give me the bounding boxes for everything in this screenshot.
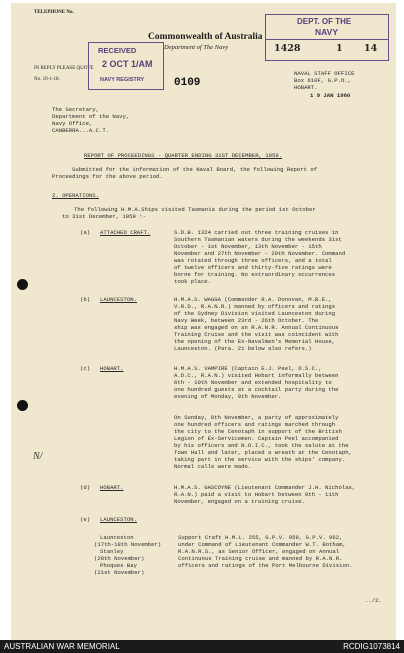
item-text-line: R.A.N.) paid a visit to Hobart between 9th - 11th [174,491,339,498]
item-label: ATTACHED CRAFT. [100,229,151,236]
item-label: HOBART. [100,484,124,491]
section-intro-line: to 31st December, 1959 :- [62,213,146,220]
item-text-line: Continuous Training cruise and manned by R.A.N.R. [178,555,343,562]
telephone-label: TELEPHONE No. [34,10,74,15]
item-text-line: November, engaged on a training cruise. [174,498,305,505]
item-text-line: Training Cruise and the visit was coincident with [174,331,339,338]
item-text-line: Navy Week, between 23rd - 26th October. The [174,317,319,324]
sub-place-line: (21st November) [94,569,145,576]
org-name: Commonwealth of Australia [148,32,263,42]
item-text-line: Town Hall and later, placed a wreath at the Cenotaph, [174,449,352,456]
item-text-line: On Sunday, 8th November, a party of approximately [174,414,339,421]
item-text-line: took place. [174,278,211,285]
item-text-line: by his officers and N.O.I.C., took the salute at the [174,442,349,449]
item-letter: (e) [80,516,91,523]
item-text-line: H.M.A.S. GASCOYNE (Lieutenant Commander J.H. Nicholas, [174,484,356,491]
item-text-line: taking part in the service with the ships' company. [174,456,346,463]
item-letter: (a) [80,229,91,236]
item-text-line: of the Sydney Division visited Launceston during [174,310,336,317]
item-text-line: V.R.D., R.A.N.R.) manned by officers and ratings [174,303,336,310]
item-label: LAUNCESTON. [100,516,137,523]
punch-hole [17,400,28,411]
dept-navy-stamp [265,14,389,61]
section-heading: 2. OPERATIONS. [52,192,99,199]
dept-name: Department of The Navy [164,44,229,51]
item-text-line: R.A.N.R.S., as Senior Officer, engaged on Annual [178,548,340,555]
sub-place-line: Launceston [100,534,134,541]
sender-box: Box 610F, G.P.O., [294,77,352,84]
item-text-line: evening of Monday, 9th November. [174,393,282,400]
margin-note: N/ [33,451,43,462]
sub-place-line: (20th November) [94,555,145,562]
item-text-line: Southern Tasmanian waters during the weekends 31st [174,236,342,243]
addressee-line: CANBERRA...A.C.T. [52,127,110,134]
item-text-line: October - 1st November, 13th November - 15th [174,243,322,250]
item-text-line: officers and ratings of the Port Melbourne Division. [178,562,353,569]
item-text-line: November and 27th November - 29th November. Command [174,250,346,257]
addressee-line: The Secretary, [52,106,99,113]
intro-line: Proceedings for the above period. [52,173,163,180]
intro-line: Submitted for the information of the Naval Board, the following Report of [72,166,318,173]
item-text-line: the opening of the Ex-Navalmen's Memorial House, [174,338,336,345]
received-stamp-registry: NAVY REGISTRY [100,77,145,83]
item-text-line: one hundred guests at a cocktail party during the [174,386,339,393]
section-intro-line: The following H.M.A.Ships visited Tasmania during the period 1st October [74,206,316,213]
reply-label: IN REPLY PLEASE QUOTE [34,66,94,71]
item-text-line: of twelve officers and thirty-five ratings were [174,264,332,271]
archive-footer [0,640,404,653]
item-text-line: was rotated through three officers, and a total [174,257,332,264]
item-letter: (d) [80,484,91,491]
item-text-line: H.M.A.S. WAGGA (Commander R.A. Donovan, M.B.E., [174,296,332,303]
item-label: LAUNCESTON. [100,296,137,303]
footer-institution: AUSTRALIAN WAR MEMORIAL [4,642,120,651]
dept-stamp-num: 14 [364,43,378,54]
item-text-line: under Command of Lieutenant Commander W.T. Botham, [178,541,346,548]
item-text-line: Normal calls were made. [174,463,252,470]
item-text-line: Legion of Ex-Servicemen. Captain Peel accompanied [174,435,339,442]
dept-stamp-part: 1 [336,43,343,54]
item-letter: (c) [80,365,91,372]
item-text-line: 6th - 10th November and extended hospitality to [174,379,332,386]
addressee-line: Navy Office, [52,120,93,127]
sub-place-line: Stanley [100,548,124,555]
sub-place-line: Phoques Bay [100,562,137,569]
ref-number: 0109 [174,77,201,89]
addressee-line: Department of the Navy, [52,113,130,120]
sender-office: NAVAL STAFF OFFICE [294,70,355,77]
letter-date: 1 9 JAN 1960 [310,92,351,99]
item-text-line: A.D.C., R.A.N.) visited Hobart informally between [174,372,339,379]
punch-hole [17,279,28,290]
item-text-line: S.D.B. 1324 carried out three training cruises in [174,229,339,236]
dept-stamp-line2: NAVY [315,27,338,37]
dept-stamp-line1: DEPT. OF THE [297,17,352,26]
sub-place-line: (17th-18th November) [94,541,162,548]
reference-no: No. 10-1-18. [34,77,60,82]
received-stamp-title: RECEIVED [98,46,137,55]
item-text-line: Launceston. (Para. 21 below also refers.) [174,345,312,352]
item-text-line: one hundred officers and ratings marched through [174,421,336,428]
item-text-line: the city to the Cenotaph in support of the British [174,428,342,435]
item-text-line: Support Craft H.M.L. 255, G.P.V. 959, G.P.V. 962, [178,534,343,541]
item-text-line: ship was engaged on an R.A.N.R. Annual Continuous [174,324,339,331]
page-continuation: ../2. [365,597,382,604]
item-text-line: borne for training. No extraordinary occurrences [174,271,336,278]
received-stamp-date: 2 OCT 1/AM [102,59,153,69]
received-stamp [88,42,164,90]
footer-record-id: RCDIG1073814 [343,642,400,651]
item-label: HOBART. [100,365,124,372]
sender-city: HOBART. [294,84,318,91]
dept-stamp-file: 1428 [274,43,301,54]
dept-stamp-rule [266,39,388,40]
item-letter: (b) [80,296,91,303]
item-text-line: H.M.A.S. VAMPIRE (Captain E.J. Peel, D.S.C., [174,365,322,372]
report-title: REPORT OF PROCEEDINGS - QUARTER ENDING 31ST DECEMBER, 1959. [84,152,283,159]
